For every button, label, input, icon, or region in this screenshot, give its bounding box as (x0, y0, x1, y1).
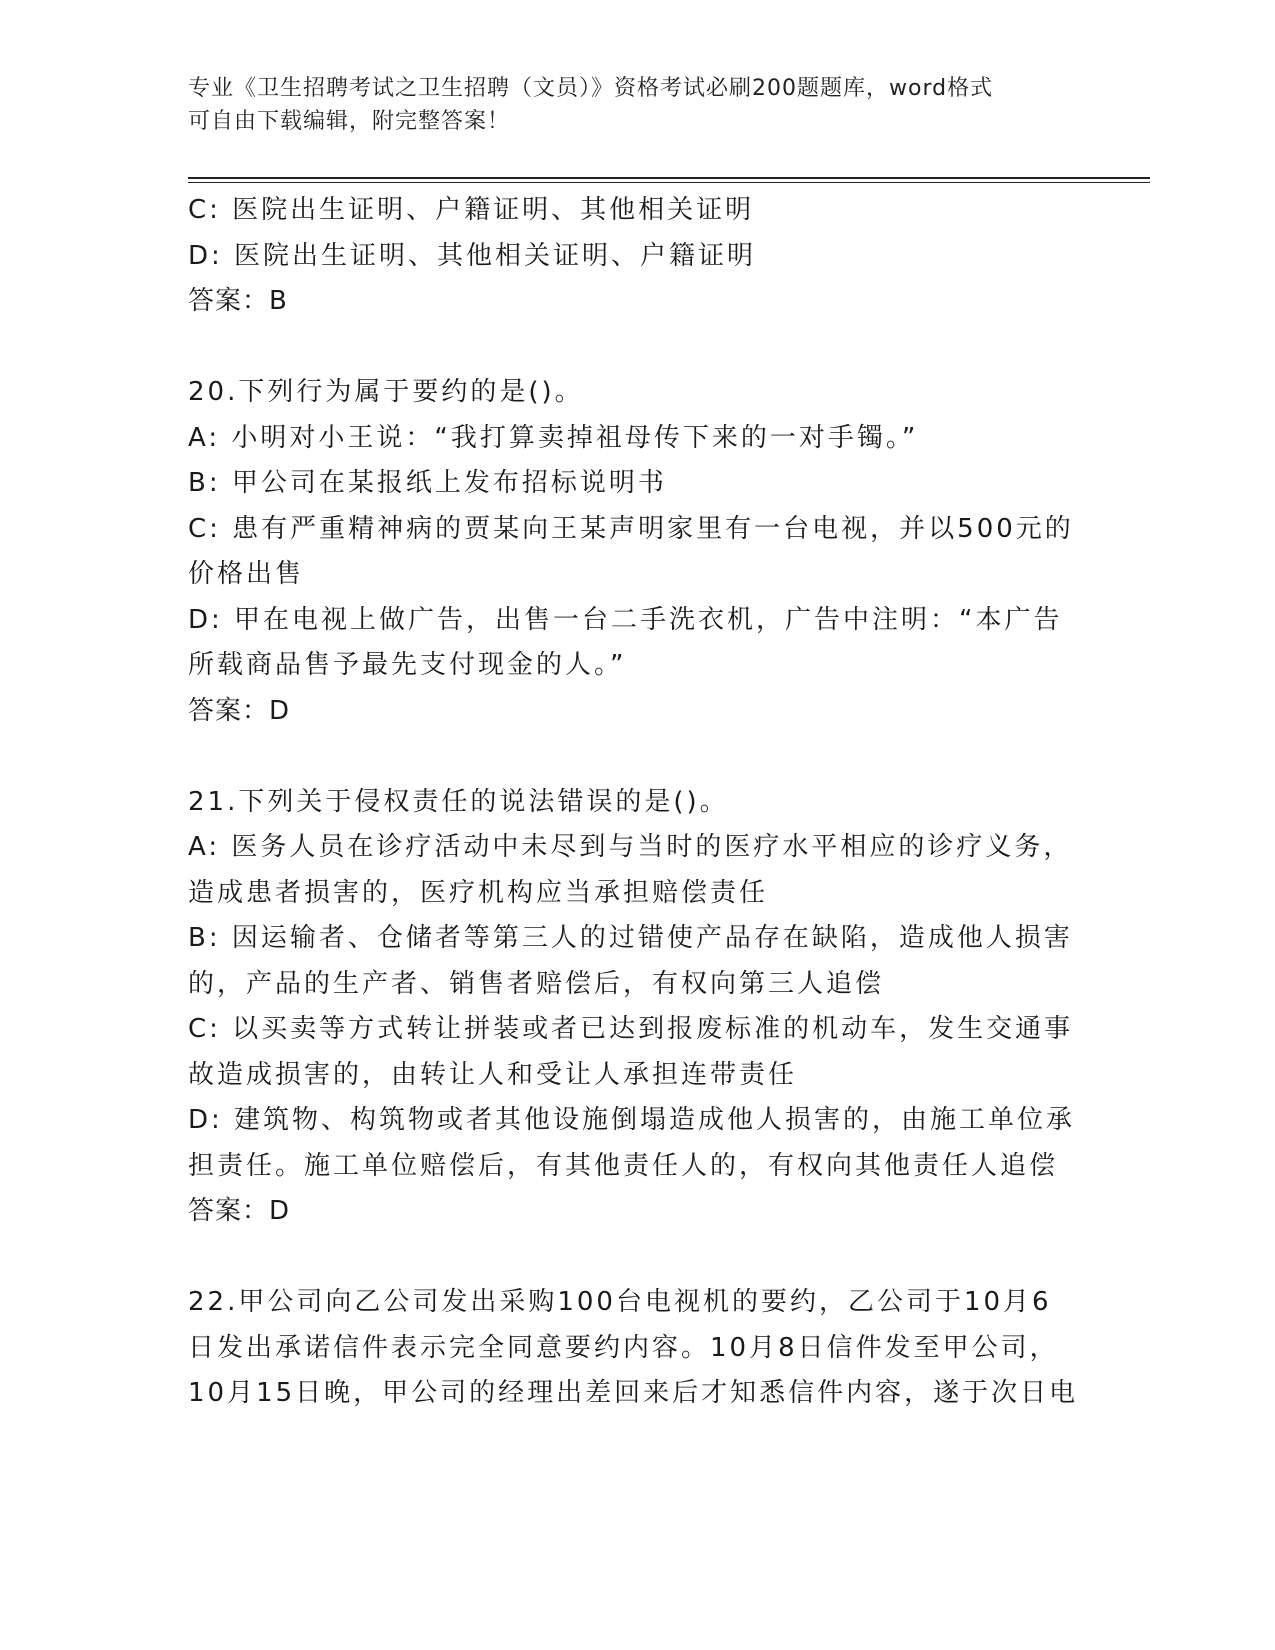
option-c: C: 患有严重精神病的贾某向王某声明家里有一台电视，并以500元的 (188, 513, 1074, 544)
option-b: B: 因运输者、仓储者等第三人的过错使产品存在缺陷，造成他人损害 (188, 923, 1073, 953)
option-b-continued: 的，产品的生产者、销售者赔偿后，有权向第三人追偿 (188, 968, 885, 999)
header-title-line: 专业《卫生招聘考试之卫生招聘（文员）》资格考试必刷200题题库，word格式 (188, 76, 994, 101)
answer: 答案：D (188, 1196, 291, 1226)
header-subtitle-line: 可自由下载编辑，附完整答案！ (188, 109, 511, 134)
spacer (188, 1235, 1088, 1281)
question-22 (188, 1280, 1088, 1417)
option-d-continued: 担责任。施工单位赔偿后，有其他责任人的，有权向其他责任人追偿 (188, 1150, 1059, 1181)
option-c: C: 以买卖等方式转让拼装或者已达到报废标准的机动车，发生交通事 (188, 1014, 1074, 1044)
option-a: A: 小明对小王说：“我打算卖掉祖母传下来的一对手镯。” (188, 422, 919, 453)
option-b: B: 甲公司在某报纸上发布招标说明书 (188, 468, 667, 498)
question-stem: 22.甲公司向乙公司发出采购100台电视机的要约，乙公司于10月6 (188, 1287, 1052, 1317)
spacer (188, 734, 1088, 780)
header-divider-thin (188, 182, 1150, 183)
option-d: D: 甲在电视上做广告，出售一台二手洗衣机，广告中注明：“本广告 (188, 604, 1063, 635)
option-c: C: 医院出生证明、户籍证明、其他相关证明 (188, 195, 755, 225)
question-stem-continued: 日发出承诺信件表示完全同意要约内容。10月8日信件发至甲公司， (188, 1332, 1059, 1363)
question-21 (188, 780, 1088, 1235)
spacer (188, 325, 1088, 371)
answer: 答案：D (188, 695, 291, 726)
question-continued (188, 188, 1088, 325)
answer: 答案：B (188, 286, 288, 316)
document-body (188, 188, 1088, 1417)
option-d: D: 医院出生证明、其他相关证明、户籍证明 (188, 240, 757, 271)
option-d: D: 建筑物、构筑物或者其他设施倒塌造成他人损害的，由施工单位承 (188, 1105, 1076, 1135)
option-a: A: 医务人员在诊疗活动中未尽到与当时的医疗水平相应的诊疗义务， (188, 832, 1073, 862)
option-d-continued: 所载商品售予最先支付现金的人。” (188, 650, 627, 680)
document-header (188, 72, 1068, 138)
option-a-continued: 造成患者损害的，医疗机构应当承担赔偿责任 (188, 877, 769, 908)
question-stem-continued: 10月15日晚，甲公司的经理出差回来后才知悉信件内容，遂于次日电 (188, 1378, 1079, 1408)
question-stem: 20.下列行为属于要约的是()。 (188, 377, 584, 407)
option-c-continued: 价格出售 (188, 559, 305, 589)
question-stem: 21.下列关于侵权责任的说法错误的是()。 (188, 786, 729, 817)
question-20 (188, 370, 1088, 734)
header-divider-thick (188, 177, 1150, 179)
option-c-continued: 故造成损害的，由转让人和受让人承担连带责任 (188, 1059, 798, 1090)
